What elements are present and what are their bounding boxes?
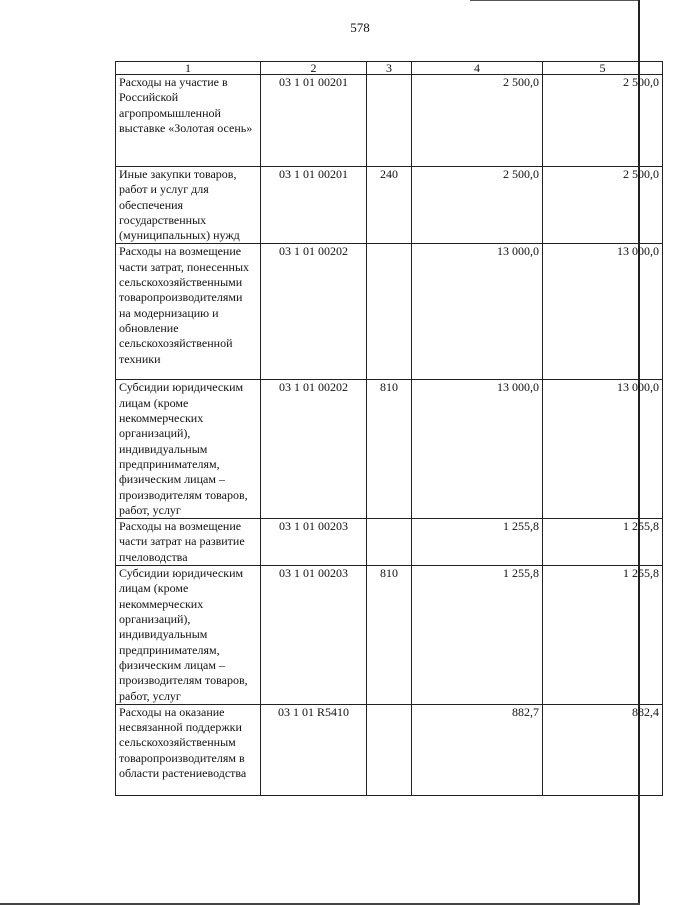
- row-name: Расходы на оказание несвязанной поддержки сельскохозяйственным товаропроизводителям в области растениеводства: [116, 704, 261, 795]
- row-sum-2: 2 500,0: [543, 167, 663, 244]
- page-number: 578: [350, 20, 370, 35]
- row-expense-type: [367, 519, 412, 566]
- scan-edge-top: [470, 0, 640, 1]
- row-name: Расходы на возмещение части затрат на развитие пчеловодства: [116, 519, 261, 566]
- row-sum-1: 1 255,8: [412, 566, 543, 705]
- row-name: Субсидии юридическим лицам (кроме некоммерческих организаций), индивидуальным предпринимателям, физическим лицам – производителям товаров, работ, услуг: [116, 380, 261, 519]
- row-sum-1: 1 255,8: [412, 519, 543, 566]
- row-sum-2: 13 000,0: [543, 380, 663, 519]
- row-sum-1: 13 000,0: [412, 380, 543, 519]
- row-code: 03 1 01 00201: [261, 167, 367, 244]
- header-row: [116, 62, 663, 75]
- row-expense-type: [367, 704, 412, 795]
- row-sum-2: 882,4: [543, 704, 663, 795]
- header-col-4: 4: [412, 62, 543, 75]
- table-row: [116, 566, 663, 705]
- table-row: [116, 75, 663, 167]
- header-col-3: 3: [367, 62, 412, 75]
- row-code: 03 1 01 00202: [261, 244, 367, 380]
- row-sum-2: 1 255,8: [543, 519, 663, 566]
- row-expense-type: [367, 244, 412, 380]
- row-code: 03 1 01 00203: [261, 519, 367, 566]
- row-sum-2: 2 500,0: [543, 75, 663, 167]
- table-row: [116, 167, 663, 244]
- row-expense-type: 240: [367, 167, 412, 244]
- header-col-2: 2: [261, 62, 367, 75]
- row-code: 03 1 01 00203: [261, 566, 367, 705]
- header-col-1: 1: [116, 62, 261, 75]
- row-expense-type: 810: [367, 380, 412, 519]
- row-sum-2: 1 255,8: [543, 566, 663, 705]
- row-name: Субсидии юридическим лицам (кроме некоммерческих организаций), индивидуальным предпринимателям, физическим лицам – производителям товаров, работ, услуг: [116, 566, 261, 705]
- row-name: Иные закупки товаров, работ и услуг для обеспечения государственных (муниципальных) нужд: [116, 167, 261, 244]
- table-header: [116, 62, 663, 75]
- row-expense-type: [367, 75, 412, 167]
- row-name: Расходы на возмещение части затрат, понесенных сельскохозяйственными товаропроизводителями на модернизацию и обновление сельскохозяйственной техники: [116, 244, 261, 380]
- table-row: [116, 519, 663, 566]
- row-code: 03 1 01 R5410: [261, 704, 367, 795]
- table-body: [116, 75, 663, 796]
- row-code: 03 1 01 00201: [261, 75, 367, 167]
- table-row: [116, 244, 663, 380]
- row-sum-1: 2 500,0: [412, 75, 543, 167]
- header-col-5: 5: [543, 62, 663, 75]
- row-expense-type: 810: [367, 566, 412, 705]
- row-sum-1: 2 500,0: [412, 167, 543, 244]
- budget-table: [115, 61, 663, 796]
- row-name: Расходы на участие в Российской агропромышленной выставке «Золотая осень»: [116, 75, 261, 167]
- table-row: [116, 380, 663, 519]
- table-row: [116, 704, 663, 795]
- row-sum-1: 882,7: [412, 704, 543, 795]
- row-code: 03 1 01 00202: [261, 380, 367, 519]
- row-sum-1: 13 000,0: [412, 244, 543, 380]
- row-sum-2: 13 000,0: [543, 244, 663, 380]
